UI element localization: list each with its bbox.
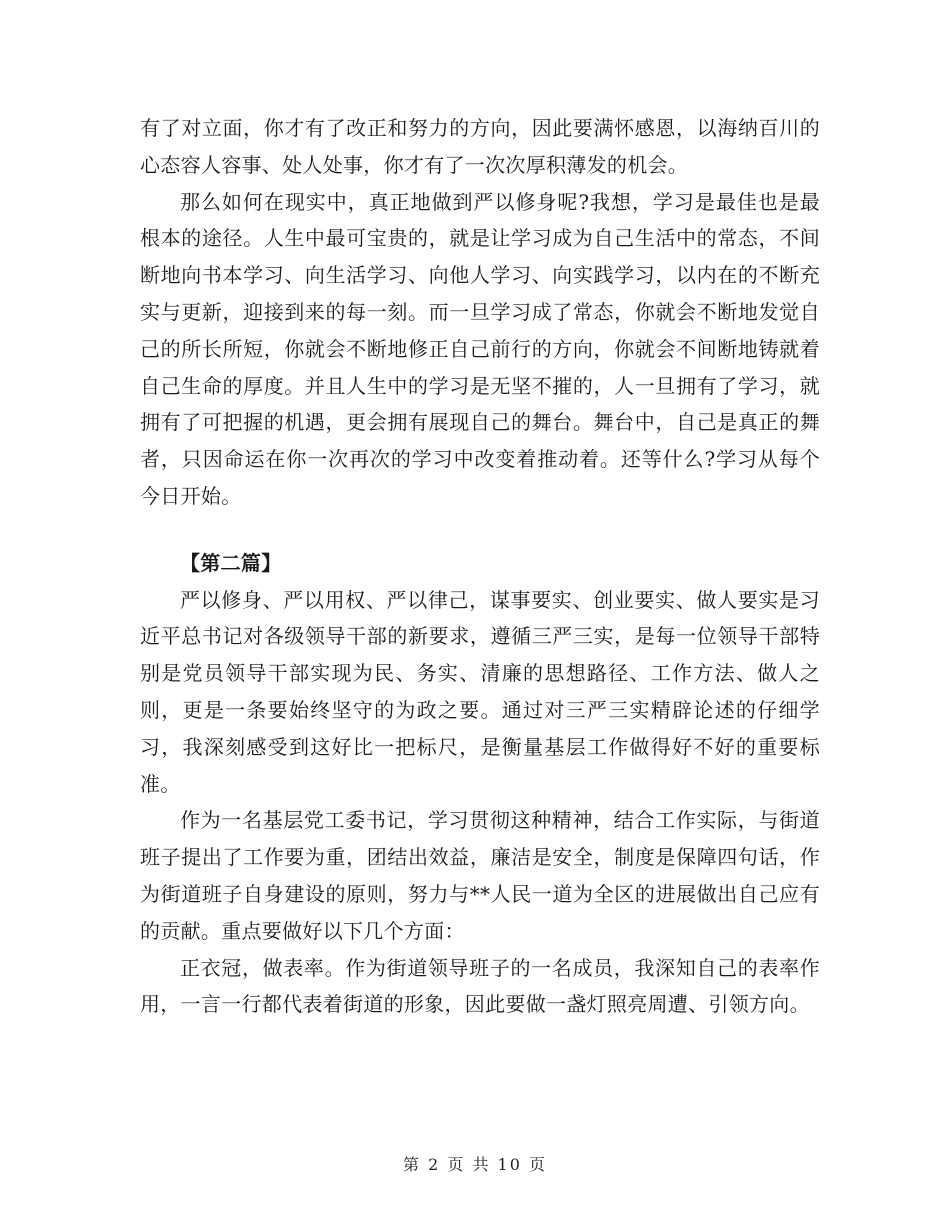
page-number-footer: 第 2 页 共 10 页 (403, 1155, 547, 1174)
section-heading: 【第二篇】 (180, 550, 282, 575)
paragraph-self-cultivation-learning: 那么如何在现实中，真正地做到严以修身呢?我想，学习是最佳也是最根本的途径。人生中最可宝贵的，就是让学习成为自己生活中的常态，不间断地向书本学习、向生活学习、向他人学习、向实践学习，以内在的不断充实与更新，迎接到来的每一刻。而一旦学习成了常态，你就会不断地发觉自己的所长所短，你就会不断地修正自己前行的方向，你就会不间断地铸就着自己生命的厚度。并且人生中的学习是无坚不摧的，人一旦拥有了学习，就拥有了可把握的机遇，更会拥有展现自己的舞台。舞台中，自己是真正的舞者，只因命运在你一次再次的学习中改变着推动着。还等什么?学习从每个今日开始。 (140, 189, 820, 508)
paragraph-set-example: 正衣冠，做表率。作为街道领导班子的一名成员，我深知自己的表率作用，一言一行都代表着街道的形象，因此要做一盏灯照亮周遭、引领方向。 (140, 955, 820, 1017)
page-body (140, 110, 820, 1023)
paragraph-continuation: 有了对立面，你才有了改正和努力的方向，因此要满怀感恩，以海纳百川的心态容人容事、处人处事，你才有了一次次厚积薄发的机会。 (140, 116, 820, 177)
paragraph-three-stricts: 严以修身、严以用权、严以律己，谋事要实、创业要实、做人要实是习近平总书记对各级领导干部的新要求，遵循三严三实，是每一位领导干部特别是党员领导干部实现为民、务实、清廉的思想路径、工作方法、做人之则，更是一条要始终坚守的为政之要。通过对三严三实精辟论述的仔细学习，我深刻感受到这好比一把标尺，是衡量基层工作做得好不好的重要标准。 (140, 587, 820, 796)
paragraph-party-secretary: 作为一名基层党工委书记，学习贯彻这种精神，结合工作实际，与街道班子提出了工作要为重，团结出效益，廉洁是安全，制度是保障四句话，作为街道班子自身建设的原则，努力与**人民一道为全区的进展做出自己应有的贡献。重点要做好以下几个方面： (140, 808, 820, 943)
